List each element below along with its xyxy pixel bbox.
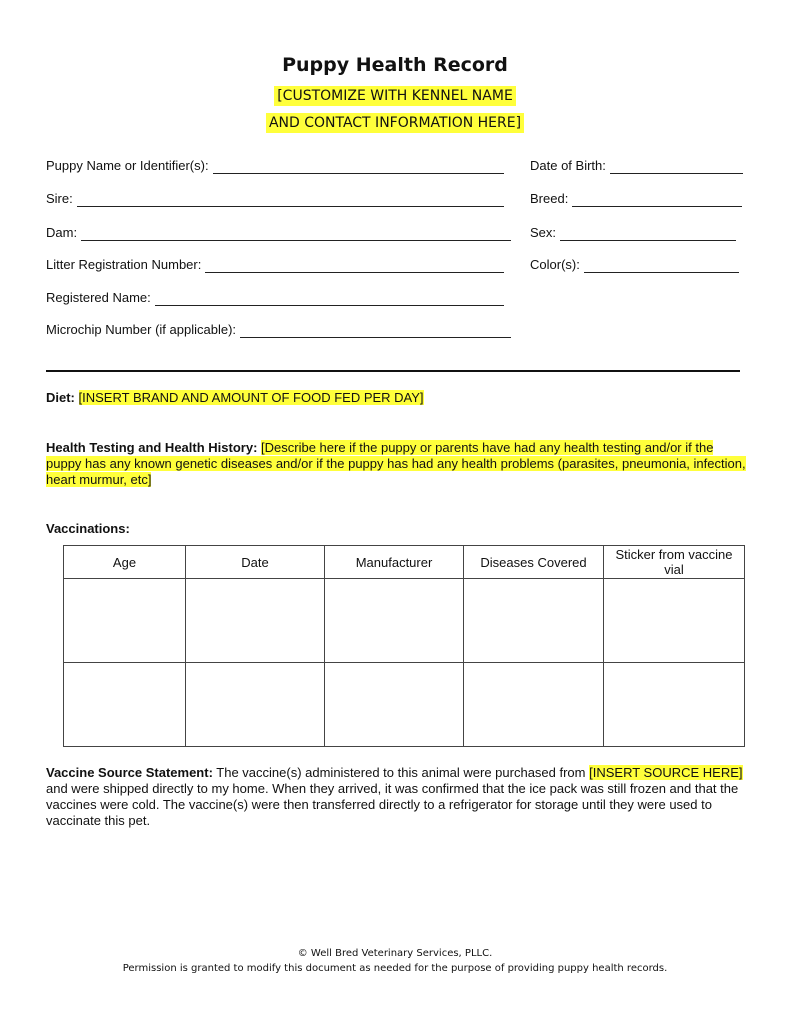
- puppy-name-line[interactable]: [213, 160, 504, 174]
- column-header-date: Date: [186, 546, 325, 579]
- table-cell[interactable]: [186, 663, 325, 747]
- column-header-diseases-covered: Diseases Covered: [464, 546, 604, 579]
- table-cell[interactable]: [604, 663, 745, 747]
- diet-section: [46, 390, 746, 406]
- health-history-label: Health Testing and Health History:: [46, 440, 258, 455]
- vaccinations-table: [63, 545, 745, 747]
- customize-line-1: [0, 86, 790, 106]
- footer-copyright: © Well Bred Veterinary Services, PLLC.: [297, 948, 493, 959]
- table-cell[interactable]: [64, 579, 186, 663]
- sex-label: Sex:: [530, 225, 557, 240]
- footer-permission: Permission is granted to modify this document as needed for the purpose of providing puppy health records.: [122, 963, 668, 974]
- date-of-birth-label: Date of Birth:: [530, 158, 606, 173]
- sex-field[interactable]: [530, 225, 736, 241]
- puppy-name-field[interactable]: [46, 158, 504, 174]
- sex-line[interactable]: [560, 227, 736, 241]
- microchip-line[interactable]: [240, 324, 511, 338]
- litter-registration-field[interactable]: [46, 257, 504, 273]
- dam-field[interactable]: [46, 225, 511, 241]
- table-header-row: [64, 546, 745, 579]
- table-cell[interactable]: [186, 579, 325, 663]
- diet-placeholder[interactable]: [INSERT BRAND AND AMOUNT OF FOOD FED PER DAY]: [78, 390, 424, 405]
- table-row: [64, 663, 745, 747]
- registered-name-label: Registered Name:: [46, 290, 151, 305]
- table-row: [64, 579, 745, 663]
- colors-label: Color(s):: [530, 257, 580, 272]
- health-history-section: [46, 440, 746, 488]
- vaccine-source-label: Vaccine Source Statement:: [46, 765, 213, 780]
- sire-label: Sire:: [46, 191, 73, 206]
- date-of-birth-field[interactable]: [530, 158, 743, 174]
- dam-line[interactable]: [81, 227, 511, 241]
- vaccine-source-text-before: The vaccine(s) administered to this animal were purchased from: [212, 765, 590, 780]
- puppy-name-label: Puppy Name or Identifier(s):: [46, 158, 209, 173]
- registered-name-line[interactable]: [155, 292, 504, 306]
- microchip-field[interactable]: [46, 322, 511, 338]
- date-of-birth-line[interactable]: [610, 160, 743, 174]
- table-cell[interactable]: [325, 663, 464, 747]
- vaccinations-heading: Vaccinations:: [46, 521, 130, 536]
- breed-field[interactable]: [530, 191, 742, 207]
- health-history-placeholder[interactable]: [Describe here if the puppy or parents have had any health testing and/or if the puppy has any known genetic diseases and/or if the puppy has had any health problems (parasites, pneumonia, infection, heart murmur, etc]: [46, 440, 746, 487]
- table-cell[interactable]: [464, 663, 604, 747]
- column-header-sticker: Sticker from vaccine vial: [604, 546, 745, 579]
- registered-name-field[interactable]: [46, 290, 504, 306]
- table-cell[interactable]: [325, 579, 464, 663]
- vaccine-source-text-after: and were shipped directly to my home. When they arrived, it was confirmed that the ice pack was still frozen and that the vaccines were cold. The vaccine(s) were then transferred directly to a refrigerator for storage until they were used to vaccinate this pet.: [46, 781, 739, 828]
- section-divider: [46, 370, 740, 372]
- sire-line[interactable]: [77, 193, 504, 207]
- dam-label: Dam:: [46, 225, 78, 240]
- customize-line-1-text: [CUSTOMIZE WITH KENNEL NAME: [274, 86, 516, 106]
- litter-registration-line[interactable]: [205, 259, 504, 273]
- column-header-age: Age: [64, 546, 186, 579]
- litter-registration-label: Litter Registration Number:: [46, 257, 202, 272]
- diet-label: Diet:: [46, 390, 75, 405]
- table-cell[interactable]: [64, 663, 186, 747]
- column-header-manufacturer: Manufacturer: [325, 546, 464, 579]
- vaccine-source-placeholder[interactable]: [INSERT SOURCE HERE]: [589, 765, 743, 780]
- table-cell[interactable]: [604, 579, 745, 663]
- breed-label: Breed:: [530, 191, 569, 206]
- table-cell[interactable]: [464, 579, 604, 663]
- colors-field[interactable]: [530, 257, 739, 273]
- microchip-label: Microchip Number (if applicable):: [46, 322, 237, 337]
- customize-line-2: [0, 113, 790, 133]
- page-title: Puppy Health Record: [282, 54, 508, 76]
- vaccine-source-section: [46, 765, 746, 829]
- breed-line[interactable]: [572, 193, 742, 207]
- colors-line[interactable]: [584, 259, 739, 273]
- sire-field[interactable]: [46, 191, 504, 207]
- customize-line-2-text: AND CONTACT INFORMATION HERE]: [266, 113, 524, 133]
